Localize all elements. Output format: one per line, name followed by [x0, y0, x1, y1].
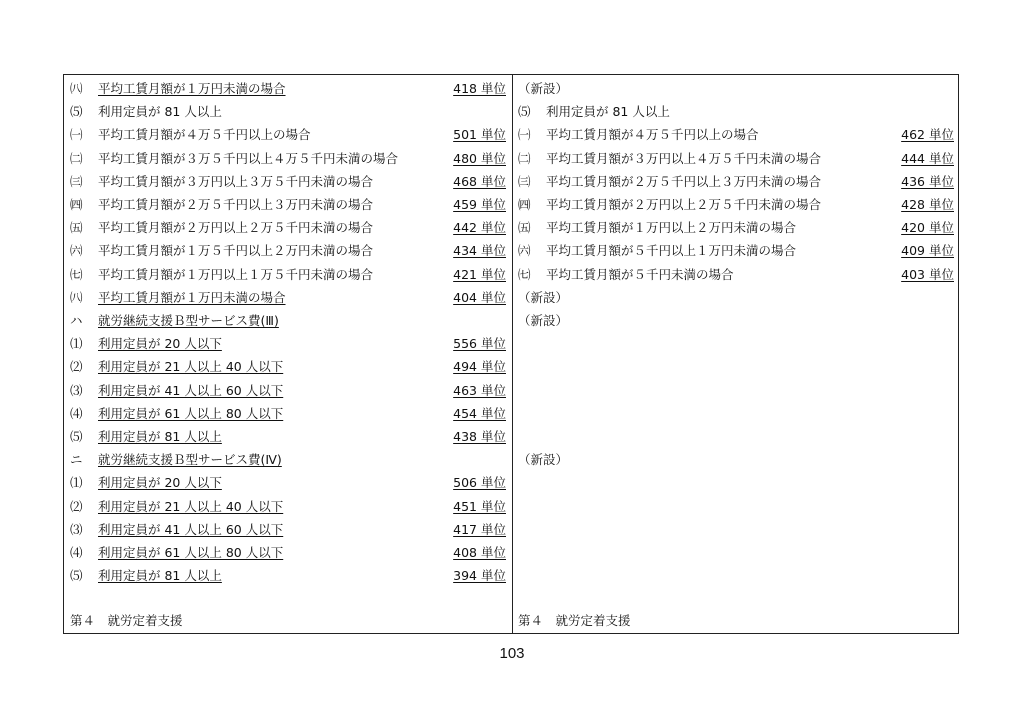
item-text: 利用定員が 41 人以上 60 人以下: [98, 382, 284, 398]
item-text: 利用定員が 81 人以上: [98, 568, 222, 584]
table-row: [70, 519, 506, 541]
item-text: （新設）: [518, 313, 569, 328]
unit-value: 438 単位: [453, 429, 506, 444]
item-text: 就労継続支援Ｂ型サービス費(Ⅳ): [98, 452, 282, 468]
table-row: [518, 217, 954, 239]
item-marker: ⑸: [70, 104, 83, 120]
table-row: [70, 148, 506, 170]
unit-value: 404 単位: [453, 289, 506, 305]
table-row: [70, 171, 506, 193]
unit-value: 409 単位: [901, 243, 954, 259]
item-text: 平均工賃月額が１万円未満の場合: [98, 81, 286, 96]
item-marker: ⑸: [70, 429, 83, 444]
unit-value: 454 単位: [453, 405, 506, 421]
item-text: 利用定員が 41 人以上 60 人以下: [98, 521, 284, 537]
table-row: [70, 101, 506, 123]
table-row: [70, 380, 506, 402]
item-marker: ⑵: [70, 359, 83, 375]
unit-value: 428 単位: [901, 197, 954, 212]
item-marker: ㈦: [70, 266, 83, 282]
item-text: 平均工賃月額が５千円以上１万円未満の場合: [546, 243, 797, 259]
item-text: 利用定員が 61 人以上 80 人以下: [98, 545, 284, 560]
table-row: [70, 78, 506, 100]
table-row: [518, 287, 954, 309]
item-marker: ⑸: [518, 104, 531, 120]
unit-value: 408 単位: [453, 545, 506, 560]
page-number: 103: [499, 645, 525, 662]
item-text: 平均工賃月額が１万円未満の場合: [98, 289, 286, 305]
unit-value: 468 単位: [453, 173, 506, 189]
unit-value: 462 単位: [901, 127, 954, 143]
item-text: 平均工賃月額が２万５千円以上３万円未満の場合: [546, 173, 822, 189]
unit-value: 463 単位: [453, 382, 506, 398]
table-row: [518, 449, 954, 471]
unit-value: 436 単位: [901, 173, 954, 189]
table-row: [518, 78, 954, 100]
unit-value: 459 単位: [453, 197, 506, 212]
table-row: [518, 124, 954, 146]
table-row: [518, 171, 954, 193]
item-marker: ⑸: [70, 568, 83, 584]
unit-value: 418 単位: [453, 81, 506, 96]
item-marker: ⑶: [70, 521, 83, 537]
item-marker: ㈥: [518, 243, 531, 259]
table-row: [70, 565, 506, 587]
unit-value: 501 単位: [453, 127, 506, 143]
item-text: 利用定員が 81 人以上: [546, 104, 670, 120]
item-text: 平均工賃月額が２万円以上２万５千円未満の場合: [98, 220, 374, 236]
table-row: [518, 194, 954, 216]
item-marker: ㈢: [70, 173, 83, 189]
table-row: [70, 264, 506, 286]
table-row: [518, 240, 954, 262]
item-marker: ㈤: [518, 220, 531, 236]
column-divider: [512, 75, 513, 633]
unit-value: 442 単位: [453, 220, 506, 236]
item-text: 平均工賃月額が５千円未満の場合: [546, 266, 734, 282]
item-text: 平均工賃月額が２万５千円以上３万円未満の場合: [98, 197, 374, 212]
unit-value: 451 単位: [453, 498, 506, 514]
item-text: 平均工賃月額が４万５千円以上の場合: [98, 127, 311, 143]
item-marker: ハ: [70, 313, 83, 328]
item-text: 利用定員が 21 人以上 40 人以下: [98, 359, 284, 375]
table-row: [70, 217, 506, 239]
item-text: 平均工賃月額が４万５千円以上の場合: [546, 127, 759, 143]
item-text: （新設）: [518, 452, 569, 468]
unit-value: 494 単位: [453, 359, 506, 375]
table-row: [70, 449, 506, 471]
item-marker: ⑷: [70, 545, 83, 560]
item-marker: ⑷: [70, 405, 83, 421]
table-row: [518, 310, 954, 332]
item-marker: ㈠: [70, 127, 83, 143]
item-marker: ㈢: [518, 173, 531, 189]
unit-value: 480 単位: [453, 150, 506, 166]
item-marker: ㈦: [518, 266, 531, 282]
table-row: [70, 403, 506, 425]
table-row: [70, 287, 506, 309]
unit-value: 417 単位: [453, 521, 506, 537]
item-text: 平均工賃月額が３万円以上３万５千円未満の場合: [98, 173, 374, 189]
table-row: [70, 124, 506, 146]
item-marker: ㈤: [70, 220, 83, 236]
comparison-table: [63, 74, 959, 634]
table-row: [70, 472, 506, 494]
unit-value: 420 単位: [901, 220, 954, 236]
unit-value: 444 単位: [901, 150, 954, 166]
section-title: 第４ 就労定着支援: [518, 613, 631, 628]
item-text: （新設）: [518, 289, 569, 305]
item-text: 利用定員が 81 人以上: [98, 429, 222, 444]
item-marker: ㈡: [518, 150, 531, 166]
item-text: 利用定員が 20 人以下: [98, 336, 222, 352]
table-row: [518, 101, 954, 123]
table-row: [518, 264, 954, 286]
item-text: 平均工賃月額が３万５千円以上４万５千円未満の場合: [98, 150, 399, 166]
section-title: 第４ 就労定着支援: [70, 613, 183, 628]
table-row: [70, 496, 506, 518]
item-marker: ㈥: [70, 243, 83, 259]
item-text: （新設）: [518, 81, 569, 96]
item-text: 就労継続支援Ｂ型サービス費(Ⅲ): [98, 313, 279, 328]
item-text: 平均工賃月額が３万円以上４万５千円未満の場合: [546, 150, 822, 166]
item-text: 利用定員が 61 人以上 80 人以下: [98, 405, 284, 421]
item-marker: ㈡: [70, 150, 83, 166]
item-marker: ニ: [70, 452, 83, 468]
unit-value: 506 単位: [453, 475, 506, 491]
item-text: 平均工賃月額が１万５千円以上２万円未満の場合: [98, 243, 374, 259]
unit-value: 556 単位: [453, 336, 506, 352]
table-row: [518, 148, 954, 170]
unit-value: 403 単位: [901, 266, 954, 282]
item-text: 利用定員が 20 人以下: [98, 475, 222, 491]
unit-value: 394 単位: [453, 568, 506, 584]
table-row: [70, 240, 506, 262]
item-text: 平均工賃月額が１万円以上２万円未満の場合: [546, 220, 797, 236]
table-row: [70, 542, 506, 564]
item-marker: ⑵: [70, 498, 83, 514]
item-marker: ⑴: [70, 475, 83, 491]
table-row: [70, 310, 506, 332]
table-row: [70, 426, 506, 448]
unit-value: 421 単位: [453, 266, 506, 282]
section-heading: [518, 610, 954, 632]
item-marker: ㈠: [518, 127, 531, 143]
item-text: 平均工賃月額が２万円以上２万５千円未満の場合: [546, 197, 822, 212]
unit-value: 434 単位: [453, 243, 506, 259]
section-heading: [70, 610, 506, 632]
table-row: [70, 356, 506, 378]
item-marker: ⑶: [70, 382, 83, 398]
table-row: [70, 194, 506, 216]
item-marker: ㈣: [70, 197, 83, 212]
item-text: 利用定員が 21 人以上 40 人以下: [98, 498, 284, 514]
item-text: 利用定員が 81 人以上: [98, 104, 222, 120]
item-marker: ㈧: [70, 81, 83, 96]
table-row: [70, 333, 506, 355]
item-marker: ㈣: [518, 197, 531, 212]
item-marker: ⑴: [70, 336, 83, 352]
item-marker: ㈧: [70, 289, 83, 305]
item-text: 平均工賃月額が１万円以上１万５千円未満の場合: [98, 266, 374, 282]
